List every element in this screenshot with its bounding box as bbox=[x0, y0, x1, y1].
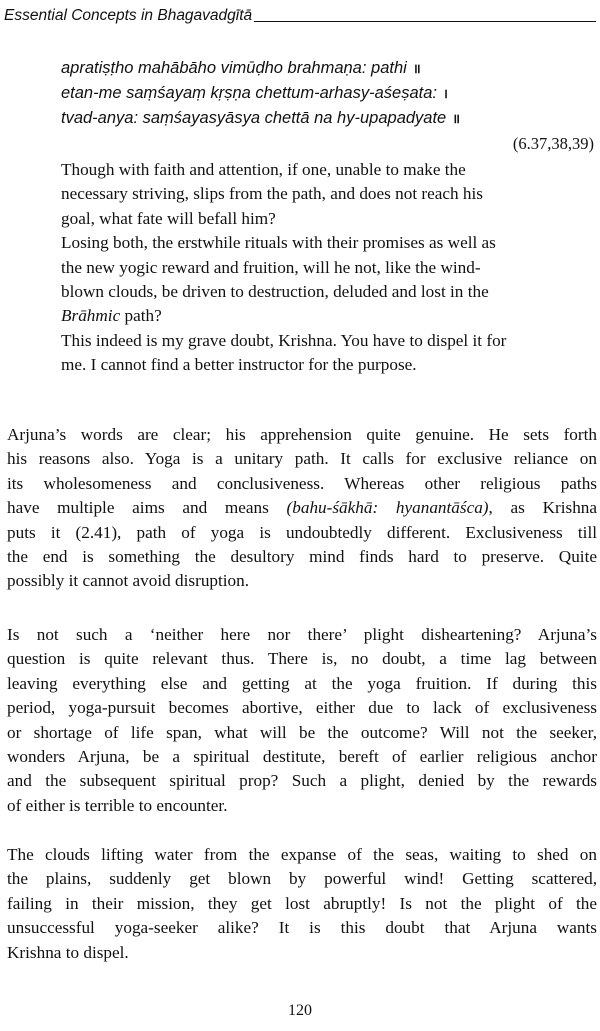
paragraph-line-italic bbox=[7, 496, 597, 520]
translation-line: the new yogic reward and fruition, will he not, like the wind- bbox=[61, 257, 481, 277]
verse-danda-mark: ॥ bbox=[452, 111, 462, 126]
brahmic-after: path? bbox=[120, 306, 162, 326]
sanskrit-verse bbox=[61, 56, 561, 131]
paragraph-line: puts it (2.41), path of yoga is undoubtedly different. Exclusiveness till bbox=[7, 522, 597, 542]
running-head bbox=[4, 3, 596, 25]
paragraph-line: failing in their mission, they get lost abruptly! Is not the plight of the bbox=[7, 893, 597, 913]
translation-line: This indeed is my grave doubt, Krishna. You have to dispel it for bbox=[61, 330, 507, 350]
paragraph-line: or shortage of life span, what will be the outcome? Will not the seeker, bbox=[7, 722, 597, 742]
paragraph-line: period, yoga-pursuit becomes abortive, either due to lack of exclusiveness bbox=[7, 698, 597, 718]
bahu-sakha-italic: (bahu-śākhā: hyanantāśca) bbox=[286, 498, 489, 518]
running-head-rule bbox=[254, 21, 596, 22]
verse-danda-mark: ॥ bbox=[412, 61, 422, 76]
translation-line: goal, what fate will befall him? bbox=[61, 208, 276, 228]
translation-line: necessary striving, slips from the path, and does not reach his bbox=[61, 184, 483, 204]
verse-line bbox=[61, 81, 561, 106]
paragraph-arjuna-words bbox=[7, 423, 597, 594]
verse-line bbox=[61, 106, 561, 131]
paragraph-line: Arjuna’s words are clear; his apprehension quite genuine. He sets forth bbox=[7, 425, 597, 444]
paragraph-line: The clouds lifting water from the expanse of the seas, waiting to shed on bbox=[7, 845, 597, 864]
paragraph-line: question is quite relevant thus. There is, no doubt, a time lag between bbox=[7, 649, 597, 669]
paragraph-line: the plains, suddenly get blown by powerful wind! Getting scattered, bbox=[7, 869, 597, 889]
verse-line-text: etan-me saṃśayaṃ kṛṣṇa chettum-arhasy-aśeṣata: bbox=[61, 84, 437, 102]
paragraph-line: the end is something the desultory mind finds hard to preserve. Quite bbox=[7, 547, 597, 567]
verse-line bbox=[61, 56, 561, 81]
verse-danda-mark: । bbox=[442, 86, 449, 101]
paragraph-line: Is not such a ‘neither here nor there’ plight disheartening? Arjuna’s bbox=[7, 625, 597, 644]
paragraph-clouds bbox=[7, 843, 597, 965]
translation-line: blown clouds, be driven to destruction, deluded and lost in the bbox=[61, 282, 489, 302]
verse-reference: (6.37,38,39) bbox=[512, 134, 594, 153]
paragraph-line: his reasons also. Yoga is a unitary path. It calls for exclusive reliance on bbox=[7, 449, 597, 469]
brahmic-italic: Brāhmic bbox=[61, 306, 121, 326]
paragraph-line: possibly it cannot avoid disruption. bbox=[7, 571, 250, 591]
verse-line-text: tvad-anya: saṃśayasyāsya chettā na hy-upapadyate bbox=[61, 109, 447, 127]
translation-line-brahmic bbox=[61, 304, 575, 328]
verse-line-text: apratiṣṭho mahābāho vimūḍho brahmaṇa: pathi bbox=[61, 59, 407, 77]
paragraph-line: unsuccessful yoga-seeker alike? It is this doubt that Arjuna wants bbox=[7, 918, 597, 938]
paragraph-line: its wholesomeness and conclusiveness. Whereas other religious paths bbox=[7, 473, 597, 493]
running-head-title: Essential Concepts in Bhagavadgītā bbox=[4, 7, 253, 24]
paragraph-line: leaving everything else and getting at the yoga fruition. If during this bbox=[7, 673, 597, 693]
paragraph-line: and the subsequent spiritual prop? Such a plight, denied by the rewards bbox=[7, 771, 597, 791]
paragraph-line: of either is terrible to encounter. bbox=[7, 795, 228, 815]
paragraph-line: Krishna to dispel. bbox=[7, 942, 129, 962]
translation-line: me. I cannot find a better instructor for the purpose. bbox=[61, 355, 417, 375]
italic-after: , as Krishna bbox=[488, 498, 597, 518]
verse-translation bbox=[61, 158, 575, 378]
translation-line: Though with faith and attention, if one, unable to make the bbox=[61, 160, 466, 179]
italic-before: have multiple aims and means bbox=[7, 498, 287, 518]
translation-line: Losing both, the erstwhile rituals with their promises as well as bbox=[61, 233, 496, 253]
paragraph-line: wonders Arjuna, be a spiritual destitute, bereft of earlier religious anchor bbox=[7, 747, 597, 767]
paragraph-plight bbox=[7, 623, 597, 818]
page-number: 120 bbox=[288, 1002, 312, 1019]
